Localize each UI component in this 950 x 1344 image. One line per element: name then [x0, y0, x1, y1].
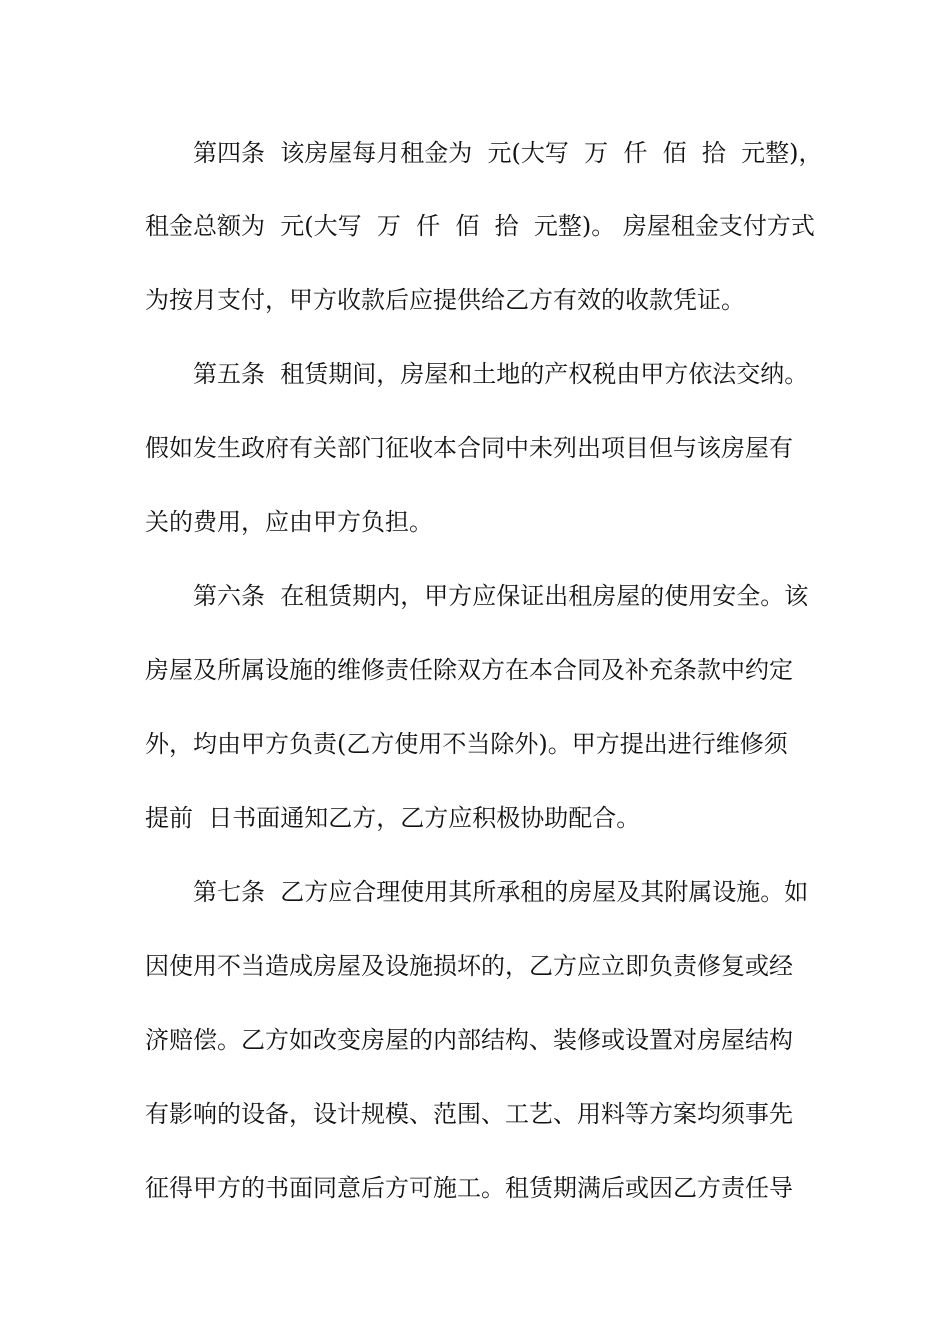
article-7-line-2: 因使用不当造成房屋及设施损坏的，乙方应立即负责修复或经: [145, 952, 793, 980]
article-6-line-4: 提前 日书面通知乙方，乙方应积极协助配合。: [145, 804, 641, 832]
article-4-line-2: 租金总额为 元(大写 万 仟 佰 拾 元整)。 房屋租金支付方式: [145, 212, 815, 240]
article-6-line-2: 房屋及所属设施的维修责任除双方在本合同及补充条款中约定: [145, 656, 793, 684]
article-7-line-4: 有影响的设备，设计规模、范围、工艺、用料等方案均须事先: [145, 1100, 793, 1128]
article-6-line-1: 第六条 在租赁期内，甲方应保证出租房屋的使用安全。该: [193, 582, 809, 610]
article-6-line-3: 外，均由甲方负责(乙方使用不当除外)。甲方提出进行维修须: [145, 730, 788, 758]
article-4-line-3: 为按月支付，甲方收款后应提供给乙方有效的收款凭证。: [145, 286, 745, 314]
article-7-line-1: 第七条 乙方应合理使用其所承租的房屋及其附属设施。如: [193, 878, 809, 906]
article-7-line-3: 济赔偿。乙方如改变房屋的内部结构、装修或设置对房屋结构: [145, 1026, 793, 1054]
article-5-line-2: 假如发生政府有关部门征收本合同中未列出项目但与该房屋有: [145, 434, 793, 462]
article-4-line-1: 第四条 该房屋每月租金为 元(大写 万 仟 佰 拾 元整)，: [193, 139, 823, 167]
article-7-line-5: 征得甲方的书面同意后方可施工。租赁期满后或因乙方责任导: [145, 1174, 793, 1202]
article-5-line-1: 第五条 租赁期间，房屋和土地的产权税由甲方依法交纳。: [193, 360, 809, 388]
article-5-line-3: 关的费用，应由甲方负担。: [145, 508, 433, 536]
